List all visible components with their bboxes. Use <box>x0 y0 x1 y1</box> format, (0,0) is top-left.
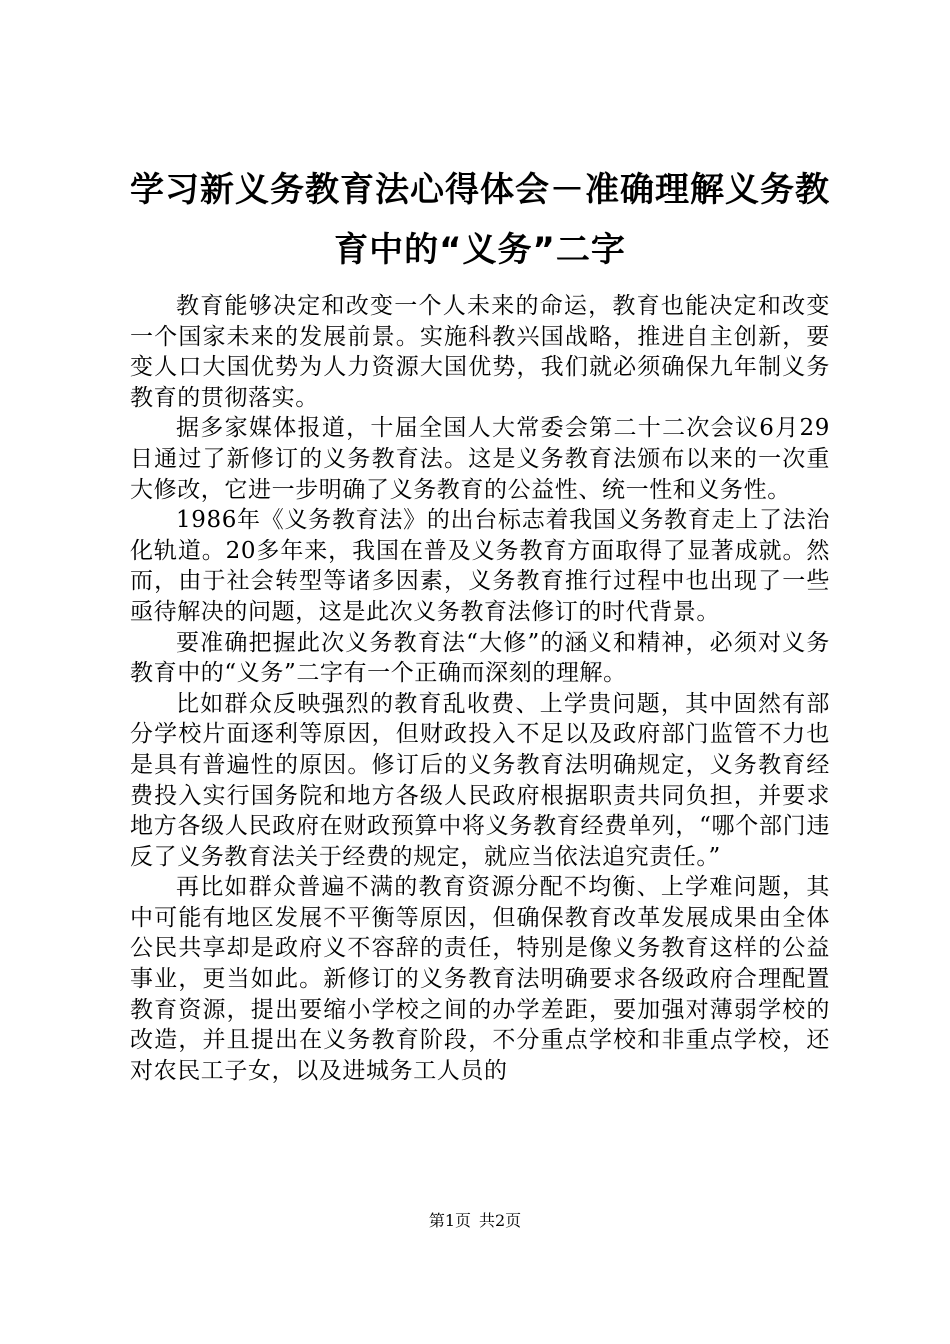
paragraph-1: 教育能够决定和改变一个人未来的命运，教育也能决定和改变一个国家未来的发展前景。实施科教兴国战略，推进自主创新，要变人口大国优势为人力资源大国优势，我们就必须确保九年制义务教育的贯彻落实。 <box>130 293 830 411</box>
document-title: 学习新义务教育法心得体会－准确理解义务教育中的“义务”二字 <box>130 170 830 270</box>
paragraph-6: 再比如群众普遍不满的教育资源分配不均衡、上学难问题，其中可能有地区发展不平衡等原因，但确保教育改革发展成果由全体公民共享却是政府义不容辞的责任，特别是像义务教育这样的公益事业，更当如此。新修订的义务教育法明确要求各级政府合理配置教育资源，提出要缩小学校之间的办学差距，要加强对薄弱学校的改造，并且提出在义务教育阶段，不分重点学校和非重点学校，还对农民工子女，以及进城务工人员的 <box>130 874 830 1084</box>
page-number: 第1页 <box>428 1211 471 1230</box>
page-total: 共2页 <box>479 1211 522 1230</box>
page-footer <box>0 1211 950 1231</box>
paragraph-4: 要准确把握此次义务教育法“大修”的涵义和精神，必须对义务教育中的“义务”二字有一个正确而深刻的理解。 <box>130 629 830 687</box>
document-body <box>130 291 830 1086</box>
paragraph-3: 1986年《义务教育法》的出台标志着我国义务教育走上了法治化轨道。20多年来，我国在普及义务教育方面取得了显著成就。然而，由于社会转型等诸多因素，义务教育推行过程中也出现了一些亟待解决的问题，这是此次义务教育法修订的时代背景。 <box>130 507 830 625</box>
paragraph-5: 比如群众反映强烈的教育乱收费、上学贵问题，其中固然有部分学校片面逐利等原因，但财政投入不足以及政府部门监管不力也是具有普遍性的原因。修订后的义务教育法明确规定，义务教育经费投入实行国务院和地方各级人民政府根据职责共同负担，并要求地方各级人民政府在财政预算中将义务教育经费单列，“哪个部门违反了义务教育法关于经费的规定，就应当依法追究责任。” <box>130 690 830 870</box>
paragraph-2: 据多家媒体报道，十届全国人大常委会第二十二次会议6月29日通过了新修订的义务教育法。这是义务教育法颁布以来的一次重大修改，它进一步明确了义务教育的公益性、统一性和义务性。 <box>130 415 830 503</box>
